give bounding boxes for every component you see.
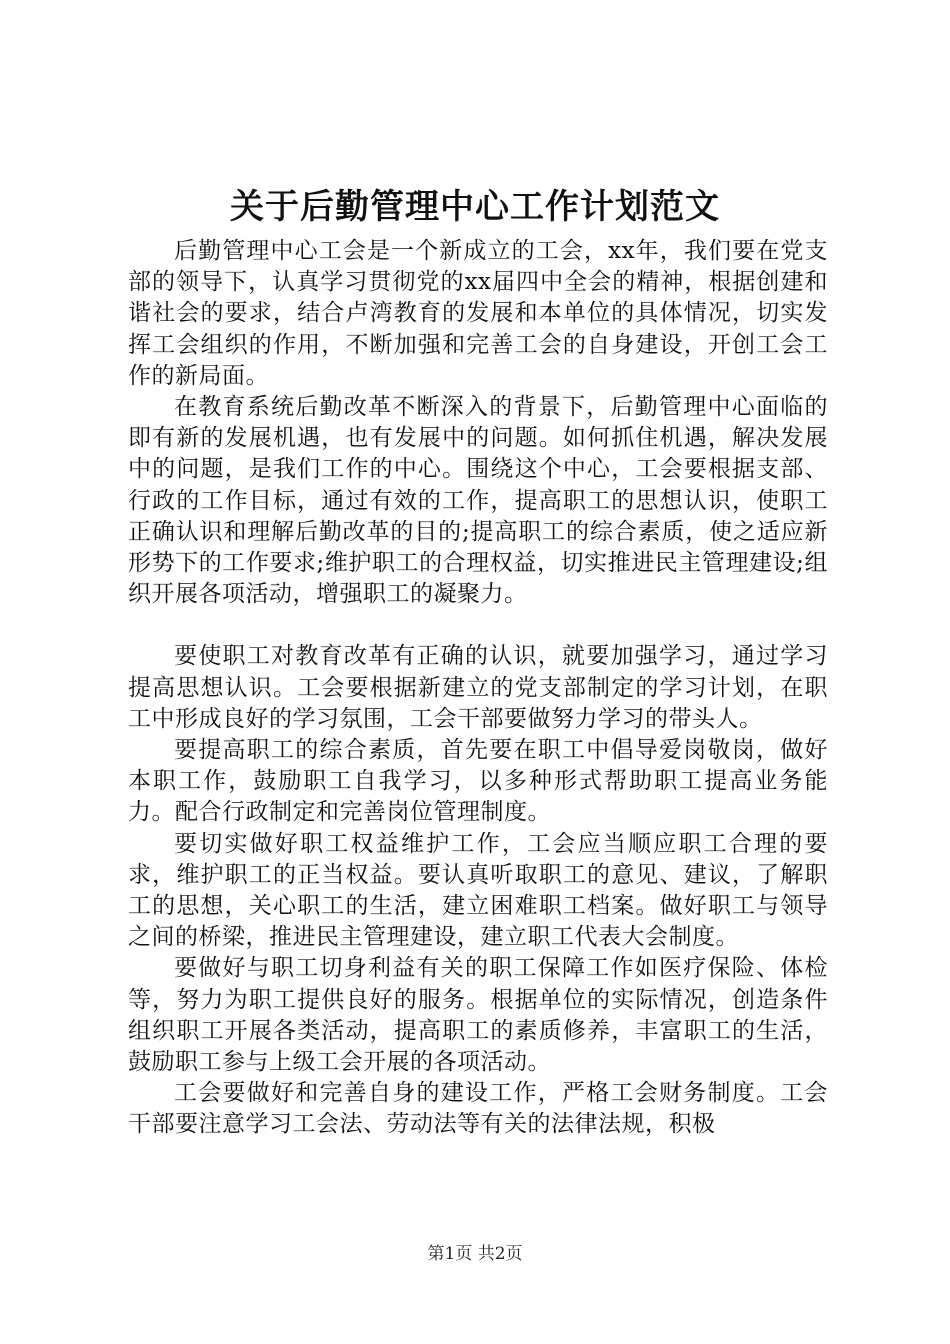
paragraph: 在教育系统后勤改革不断深入的背景下，后勤管理中心面临的即有新的发展机遇，也有发展中的问题。如何抓住机遇，解决发展中的问题，是我们工作的中心。围绕这个中心，工会要根据支部、行政的工作目标，通过有效的工作，提高职工的思想认识，使职工正确认识和理解后勤改革的目的;提高职工的综合素质，使之适应新形势下的工作要求;维护职工的合理权益，切实推进民主管理建设;组织开展各项活动，增强职工的凝聚力。 — [128, 394, 828, 608]
document-body — [128, 236, 828, 1141]
paragraph: 工会要做好和完善自身的建设工作，严格工会财务制度。工会干部要注意学习工会法、劳动法等有关的法律法规，积极 — [128, 1080, 828, 1138]
document-title: 关于后勤管理中心工作计划范文 — [230, 187, 720, 227]
paragraph: 后勤管理中心工会是一个新成立的工会，xx年，我们要在党支部的领导下，认真学习贯彻党的xx届四中全会的精神，根据创建和谐社会的要求，结合卢湾教育的发展和本单位的具体情况，切实发挥工会组织的作用，不断加强和完善工会的自身建设，开创工会工作的新局面。 — [128, 238, 828, 389]
paragraph: 要提高职工的综合素质，首先要在职工中倡导爱岗敬岗，做好本职工作，鼓励职工自我学习，以多种形式帮助职工提高业务能力。配合行政制定和完善岗位管理制度。 — [128, 737, 828, 826]
page-number-footer: 第1页 共2页 — [427, 1244, 523, 1264]
paragraph: 要切实做好职工权益维护工作，工会应当顺应职工合理的要求，维护职工的正当权益。要认真听取职工的意见、建议，了解职工的思想，关心职工的生活，建立困难职工档案。做好职工与领导之间的桥梁，推进民主管理建设，建立职工代表大会制度。 — [128, 830, 828, 951]
paragraph: 要使职工对教育改革有正确的认识，就要加强学习，通过学习提高思想认识。工会要根据新建立的党支部制定的学习计划，在职工中形成良好的学习氛围，工会干部要做努力学习的带头人。 — [128, 643, 828, 732]
paragraph: 要做好与职工切身利益有关的职工保障工作如医疗保险、体检等，努力为职工提供良好的服务。根据单位的实际情况，创造条件组织职工开展各类活动，提高职工的素质修养，丰富职工的生活，鼓励职工参与上级工会开展的各项活动。 — [128, 955, 828, 1076]
